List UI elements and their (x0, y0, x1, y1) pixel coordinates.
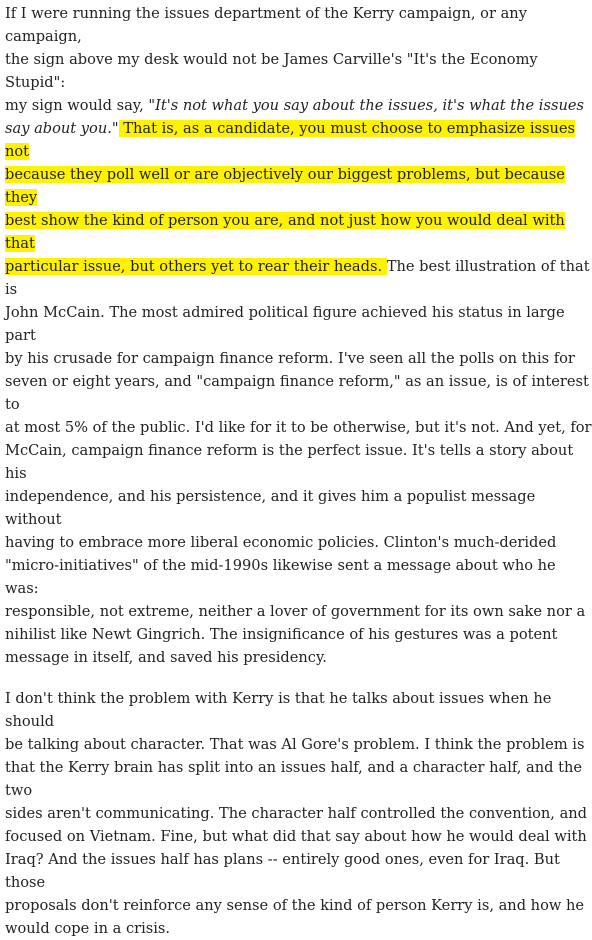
italic-quote: "It's not what you say about the issues, it's what the issues say about you." (5, 97, 584, 137)
paragraph-2: I don't think the problem with Kerry is that he talks about issues when he should be talking about character. That was Al Gore's problem. I think the problem is that the Kerry brain has split into an issues half, and a character half, and the two sides aren't communicating. The character half controlled the convention, and focused on Vietnam. Fine, but what did that say about how he would deal with Iraq? And the issues half has plans -- entirely good ones, even for Iraq. But those proposals don't reinforce any sense of the kind of person Kerry is, and how he would cope in a crisis. (5, 690, 588, 937)
paragraph-1 (5, 0, 592, 669)
highlighted-passage[interactable]: That is, as a candidate, you must choose to emphasize issues not because they poll well or are objectively our biggest problems, but because they best show the kind of person you are, and not just how you would deal with that particular issue, but others yet to rear their heads. (5, 120, 575, 275)
paragraph-1-lead: If I were running the issues department of the Kerry campaign, or any campaign, the sign above my desk would not be James Carville's "It's the Economy Stupid": my sign would say, (5, 5, 538, 114)
paragraph-1-rest: The best illustration of that is John McCain. The most admired political figure achieved his status in large part by his crusade for campaign finance reform. I've seen all the polls on this for seven or eight years, and "campaign finance reform," as an issue, is of interest to at most 5% of the public. I'd like for it to be otherwise, but it's not. And yet, for McCain, campaign finance reform is the perfect issue. It's tells a story about his independence, and his persistence, and it gives him a populist message without having to embrace more liberal economic policies. Clinton's much-derided "micro-initiatives" of the mid-1990s likewise sent a message about who he was: responsible, not extreme, neither a lover of government for its own sake nor a nihilist like Newt Gingrich. The insignificance of his gestures was a potent message in itself, and saved his presidency. (5, 258, 592, 666)
